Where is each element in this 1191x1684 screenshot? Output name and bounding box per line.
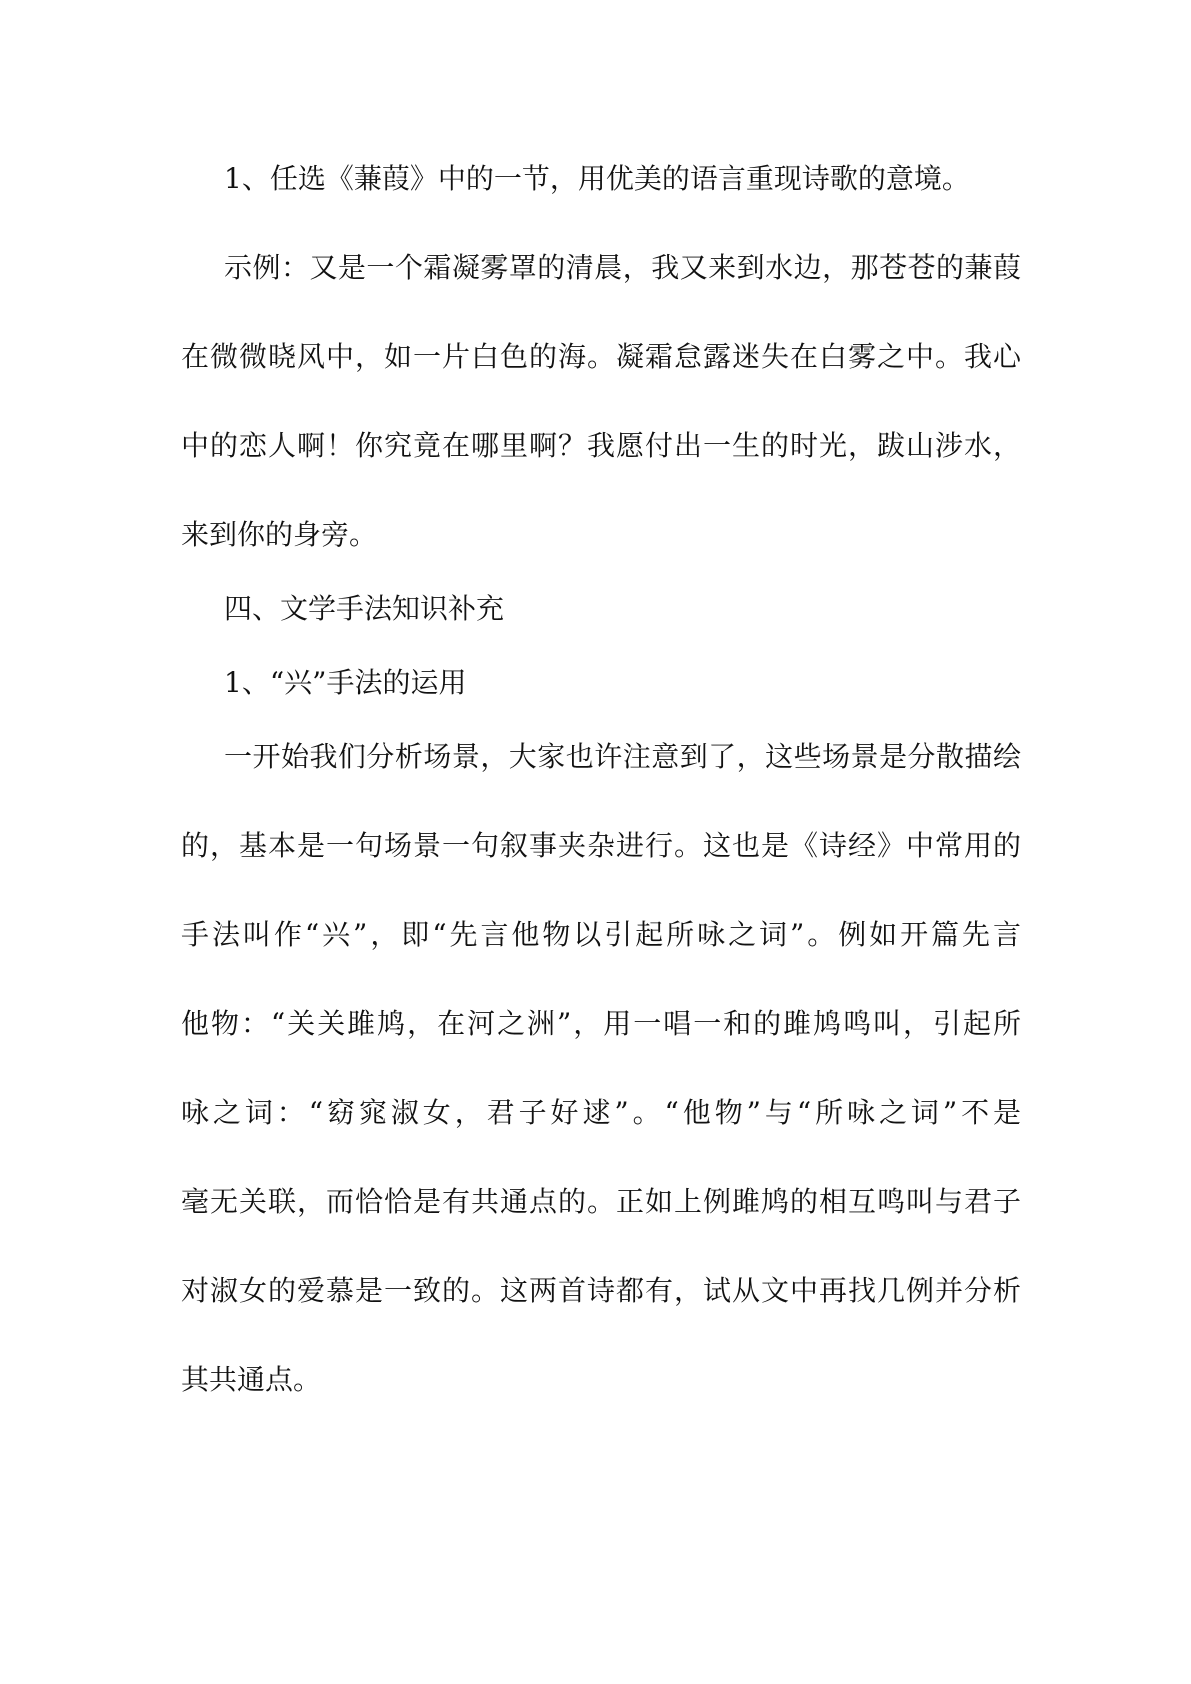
body-line-1: 一开始我们分析场景，大家也许注意到了，这些场景是分散描绘 <box>224 740 1021 773</box>
paragraph-example-line-1: 示例：又是一个霜凝雾罩的清晨，我又来到水边，那苍苍的蒹葭 <box>224 251 1021 284</box>
paragraph-example-line-3: 中的恋人啊！你究竟在哪里啊？我愿付出一生的时光，跋山涉水， <box>181 429 1021 462</box>
paragraph-task-1: 1、任选《蒹葭》中的一节，用优美的语言重现诗歌的意境。 <box>224 162 970 195</box>
body-line-5: 咏之词：“窈窕淑女，君子好逑”。“他物”与“所咏之词”不是 <box>181 1096 1021 1129</box>
body-line-6: 毫无关联，而恰恰是有共通点的。正如上例雎鸠的相互鸣叫与君子 <box>181 1185 1021 1218</box>
paragraph-example-line-2: 在微微晓风中，如一片白色的海。凝霜怠露迷失在白雾之中。我心 <box>181 340 1021 373</box>
subsection-heading: 1、“兴”手法的运用 <box>224 666 467 699</box>
body-line-8: 其共通点。 <box>181 1363 322 1396</box>
body-line-2: 的，基本是一句场景一句叙事夹杂进行。这也是《诗经》中常用的 <box>181 829 1021 862</box>
body-line-3: 手法叫作“兴”，即“先言他物以引起所咏之词”。例如开篇先言 <box>181 918 1021 951</box>
section-heading: 四、文学手法知识补充 <box>224 592 505 625</box>
body-line-7: 对淑女的爱慕是一致的。这两首诗都有，试从文中再找几例并分析 <box>181 1274 1021 1307</box>
body-line-4: 他物：“关关雎鸠，在河之洲”，用一唱一和的雎鸠鸣叫，引起所 <box>181 1007 1021 1040</box>
paragraph-example-line-4: 来到你的身旁。 <box>181 518 378 551</box>
